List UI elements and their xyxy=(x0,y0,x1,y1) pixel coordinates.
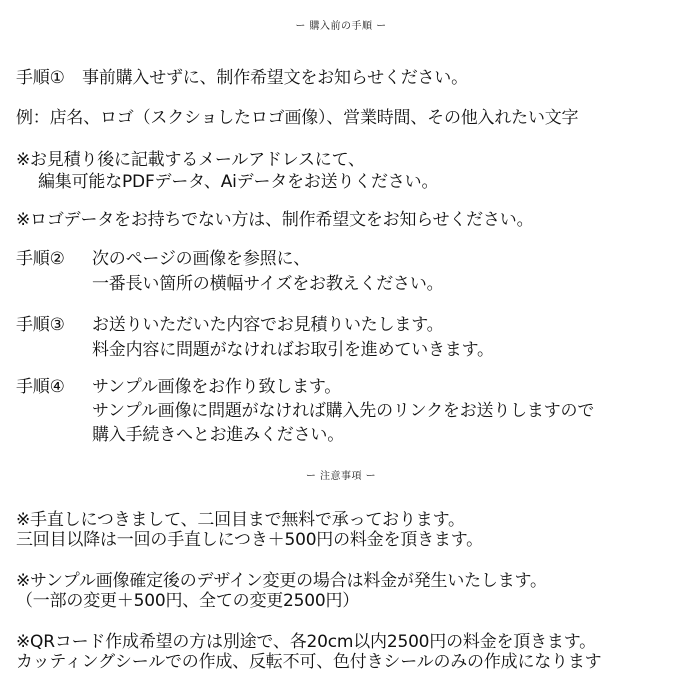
step1-text: 事前購入せずに、制作希望文をお知らせください。 xyxy=(82,68,468,88)
step4-line2: サンプル画像に問題がなければ購入先のリンクをお送りしますので xyxy=(92,401,595,421)
heading-notes: ー 注意事項 ー xyxy=(305,471,377,482)
step1-label: 手順① xyxy=(16,68,65,88)
step4-label: 手順④ xyxy=(16,377,65,397)
example-text: 例：店名、ロゴ（スクショしたロゴ画像）、営業時間、その他入れたい文字 xyxy=(16,108,579,128)
quote-note-line1: ※お見積り後に記載するメールアドレスにて、 xyxy=(16,150,365,170)
step3-label: 手順③ xyxy=(16,315,65,335)
notes1-line1: ※手直しにつきまして、二回目まで無料で承っております。 xyxy=(16,510,465,530)
quote-note-line2: 編集可能なPDFデータ、Aiデータをお送りください。 xyxy=(38,172,439,192)
step2-line1: 次のページの画像を参照に、 xyxy=(92,249,311,269)
step2-label: 手順② xyxy=(16,249,65,269)
notes3-line1: ※QRコード作成希望の方は別途で、各20cm以内2500円の料金を頂きます。 xyxy=(16,632,596,652)
step4-line3: 購入手続きへとお進みください。 xyxy=(92,425,344,445)
step3-line2: 料金内容に問題がなければお取引を進めていきます。 xyxy=(92,340,494,360)
step3-line1: お送りいただいた内容でお見積りいたします。 xyxy=(92,315,444,335)
notes2-line2: （一部の変更＋500円、全ての変更2500円） xyxy=(16,591,360,611)
notes3-line2: カッティングシールでの作成、反転不可、色付きシールのみの作成になります xyxy=(16,652,602,672)
notes2-line1: ※サンプル画像確定後のデザイン変更の場合は料金が発生いたします。 xyxy=(16,571,547,591)
notes1-line2: 三回目以降は一回の手直しにつき＋500円の料金を頂きます。 xyxy=(16,530,483,550)
step4-line1: サンプル画像をお作り致します。 xyxy=(92,377,342,397)
step2-line2: 一番長い箇所の横幅サイズをお教えください。 xyxy=(92,274,444,294)
logo-note: ※ロゴデータをお持ちでない方は、制作希望文をお知らせください。 xyxy=(16,210,534,230)
heading-before-purchase: ー 購入前の手順 ー xyxy=(295,21,387,32)
